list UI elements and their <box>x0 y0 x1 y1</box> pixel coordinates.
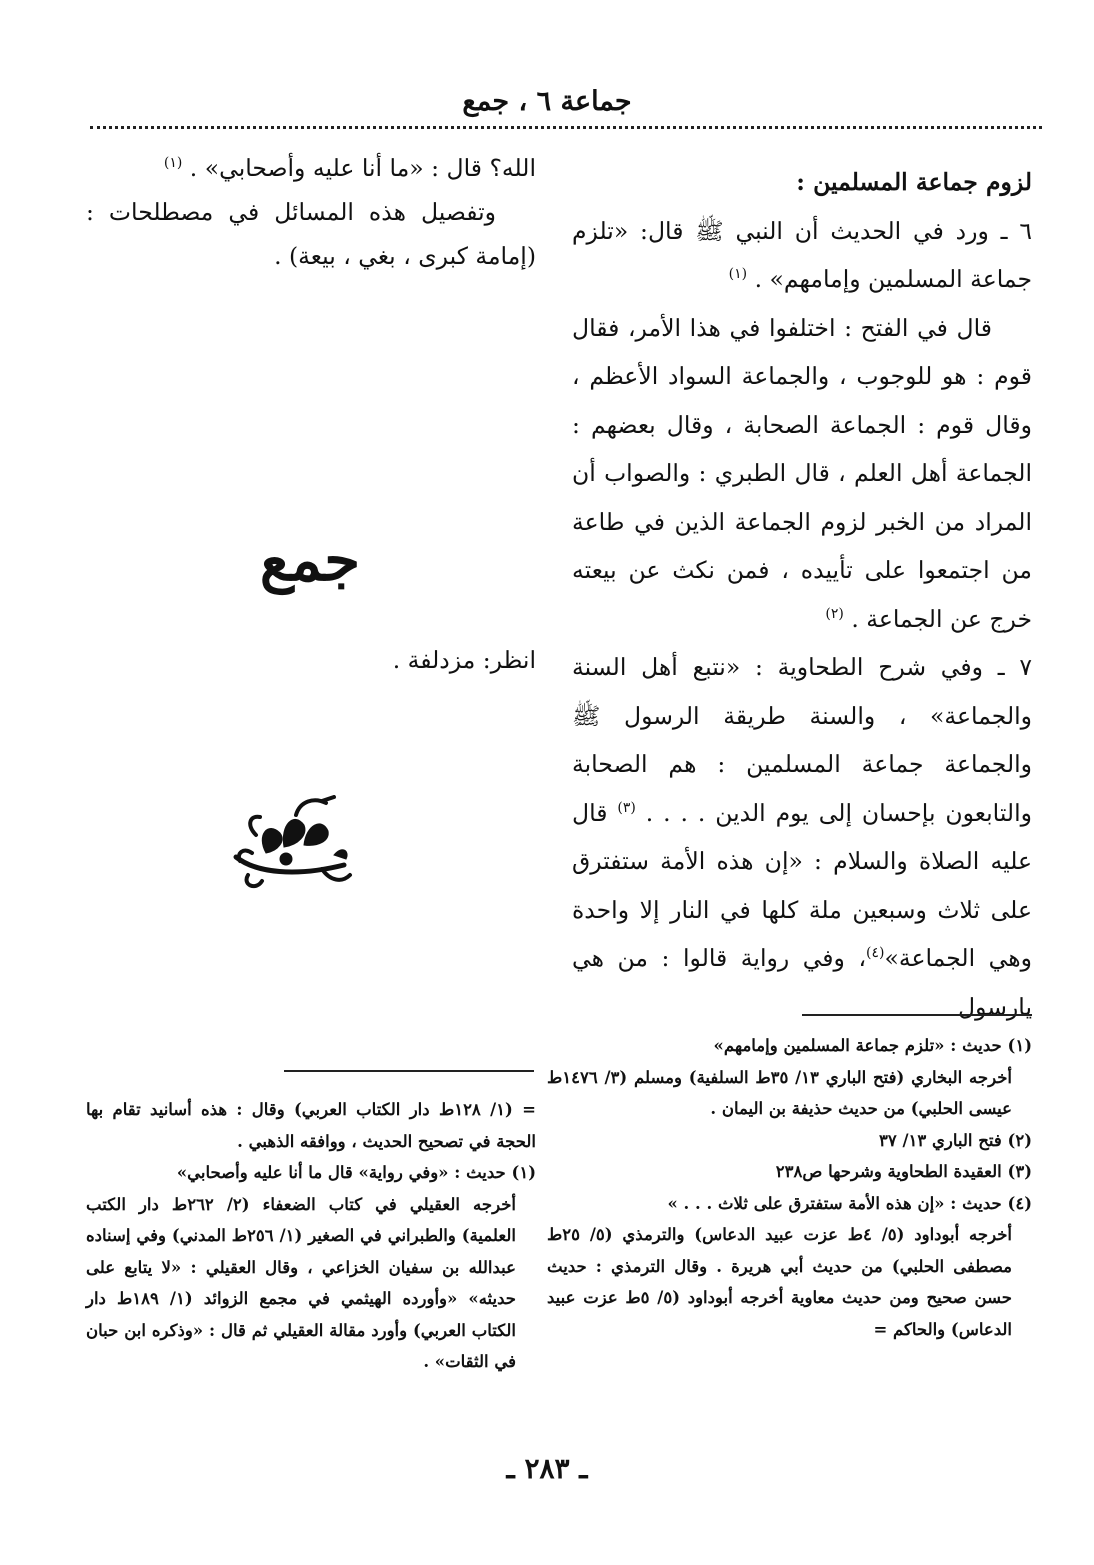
footnote-ref: (٤) <box>866 945 885 962</box>
continuation-text: الله؟ قال : «ما أنا عليه وأصحابي» . $^{(١)}$ <box>163 154 536 182</box>
footnote-left-1: (١) حديث : «وفي رواية» قال ما أنا عليه وأصحابي» <box>176 1163 536 1182</box>
footnote-1: (١) حديث : «تلزم جماعة المسلمين وإمامهم» <box>713 1036 1032 1055</box>
footnotes-left <box>86 1094 536 1378</box>
footnote-separator-right <box>802 1014 1032 1016</box>
running-head: جماعة ٦ ، جمع <box>462 86 632 117</box>
footnote-continuation: = (١/ ١٢٨ط دار الكتاب العربي) وقال : هذه أسانيد تقام بها الحجة في تصحيح الحديث ، ووافقه الذهبي . <box>86 1100 536 1151</box>
floral-ornament-icon <box>226 795 356 895</box>
entry-title: جمع <box>259 526 361 594</box>
footnote-4-body: أخرجه أبوداود (٥/ ٤ط عزت عبيد الدعاس) والترمذي (٥/ ٢٥ط مصطفى الحلبي) من حديث أبي هريرة . وقال الترمذي : حديث حسن صحيح ومن حديث معاوية أخرجه أبوداود (٥/ ٥ط عزت عبيد الدعاس) والحاكم = <box>547 1225 1012 1339</box>
footnote-separator-left <box>284 1070 534 1072</box>
footnote-3: (٣) العقيدة الطحاوية وشرحها ص٢٣٨ <box>775 1162 1032 1181</box>
footnote-left-1-body: أخرجه العقيلي في كتاب الضعفاء (٢/ ٢٦٢ط دار الكتب العلمية) والطبراني في الصغير (١/ ٢٥٦ط المدني) وفي إسناده عبدالله بن سفيان الخزاعي ، وقال العقيلي : «لا يتابع على حديثه» «وأورده الهيثمي في مجمع الزوائد (١/ ١٨٩ط دار الكتاب العربي) وأورد مقالة العقيلي ثم قال : «وذكره ابن حبان في الثقات» . <box>86 1194 516 1371</box>
paragraph-7: ٧ ـ وفي شرح الطحاوية : «نتبع أهل السنة والجماعة» ، والسنة طريقة الرسول ﷺ والجماعة جماعة المسلمين : هم الصحابة والتابعون بإحسان إلى يوم الدين . . . . $^{(٣)}$ قال عليه الصلاة والسلام : «إن هذه الأمة ستفترق على ثلاث وسبعين ملة كلها في النار إلا واحدة وهي الجماعة»$^{(٤)}$، وفي رواية قالوا : من هي يارسول <box>572 653 1032 1021</box>
page-number: ـ ٢٨٣ ـ <box>506 1452 588 1485</box>
footnotes-right <box>547 1030 1032 1345</box>
right-column <box>572 158 1032 1031</box>
header-dotted-rule <box>90 126 1042 129</box>
footnote-ref: (٣) <box>617 799 636 816</box>
details-text: وتفصيل هذه المسائل في مصطلحات : (إمامة كبرى ، بغي ، بيعة) . <box>86 198 536 270</box>
footnote-ref: (٢) <box>825 605 844 622</box>
see-also-text: انظر: مزدلفة . <box>392 646 536 674</box>
paragraph-6: ٦ ـ ورد في الحديث أن النبي ﷺ قال: «تلزم جماعة المسلمين وإمامهم» . $^{(١)}$ <box>572 216 1032 293</box>
footnote-2: (٢) فتح الباري ١٣/ ٣٧ <box>878 1130 1032 1150</box>
section-heading: لزوم جماعة المسلمين : <box>796 168 1032 196</box>
footnote-ref: (١) <box>163 155 183 172</box>
footnote-ref: (١) <box>728 266 748 283</box>
footnote-4: (٤) حديث : «إن هذه الأمة ستفترق على ثلاث . . . » <box>667 1193 1032 1213</box>
footnote-1-body: أخرجه البخاري (فتح الباري ١٣/ ٣٥ط السلفية) ومسلم (٣/ ١٤٧٦ط عيسى الحلبي) من حديث حذيفة بن اليمان . <box>547 1067 1012 1118</box>
left-column <box>86 146 536 278</box>
paragraph-fath: قال في الفتح : اختلفوا في هذا الأمر، فقال قوم : هو للوجوب ، والجماعة السواد الأعظم ، وقال قوم : الجماعة الصحابة ، وقال بعضهم : الجماعة أهل العلم ، قال الطبري : والصواب أن المراد من الخبر لزوم الجماعة الذين في طاعة من اجتمعوا على تأييده ، فمن نكث عن بيعته خرج عن الجماعة . $^{(٢)}$ <box>572 313 1032 633</box>
